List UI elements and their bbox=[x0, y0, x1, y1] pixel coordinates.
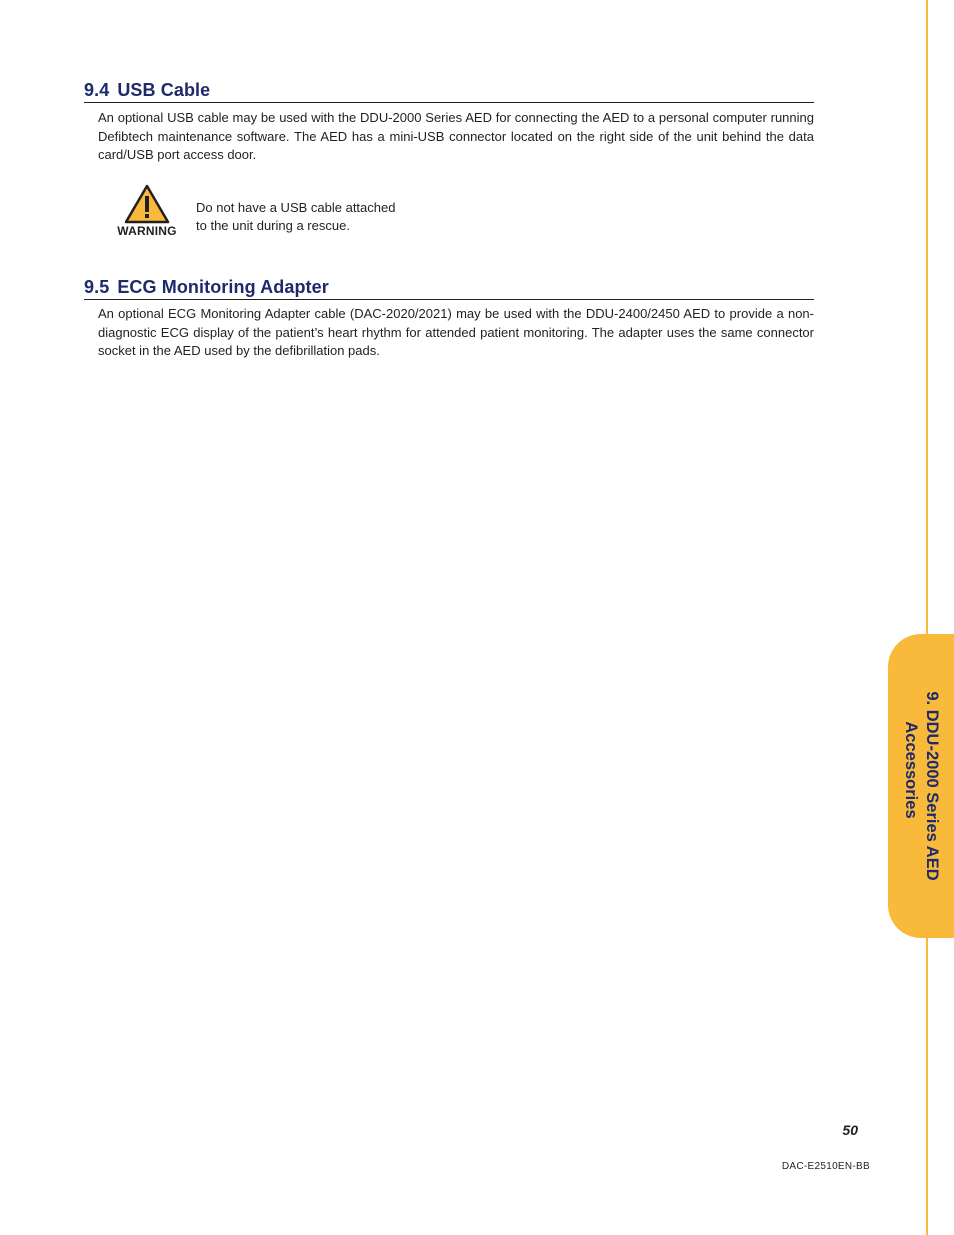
warning-text-line: to the unit during a rescue. bbox=[196, 218, 350, 233]
section-title: ECG Monitoring Adapter bbox=[117, 277, 329, 297]
warning-triangle-icon bbox=[124, 184, 170, 224]
section-number: 9.5 bbox=[84, 277, 110, 297]
ecg-adapter-paragraph: An optional ECG Monitoring Adapter cable (DAC-2020/2021) may be used with the DDU-2400/2450 AED to provide a non-diagnostic ECG display of the patient’s heart rhythm for attended patient monitoring. The adapter uses the same connector socket in the AED used by the defibrillation pads. bbox=[98, 306, 814, 359]
document-code: DAC-E2510EN-BB bbox=[781, 1161, 870, 1172]
page-number: 50 bbox=[842, 1122, 858, 1138]
chapter-side-tab bbox=[888, 634, 954, 938]
chapter-title-line: 9. DDU-2000 Series AED bbox=[923, 691, 941, 881]
warning-text-line: Do not have a USB cable attached bbox=[196, 200, 396, 215]
chapter-title-line: Accessories bbox=[902, 721, 920, 819]
section-heading-usb-cable bbox=[84, 79, 814, 103]
warning-label: WARNING bbox=[117, 224, 177, 238]
usb-cable-paragraph: An optional USB cable may be used with the DDU-2000 Series AED for connecting the AED to a personal computer running Defibtech maintenance software. The AED has a mini-USB connector located on the right side of the unit behind the data card/USB port access door. bbox=[98, 110, 814, 163]
warning-block bbox=[107, 184, 187, 244]
warning-text bbox=[196, 199, 436, 235]
section-number: 9.4 bbox=[84, 80, 110, 100]
page-edge-line bbox=[926, 0, 928, 1235]
section-heading-ecg-adapter bbox=[84, 276, 814, 300]
chapter-side-tab-label bbox=[900, 691, 942, 880]
section-title: USB Cable bbox=[117, 80, 211, 100]
